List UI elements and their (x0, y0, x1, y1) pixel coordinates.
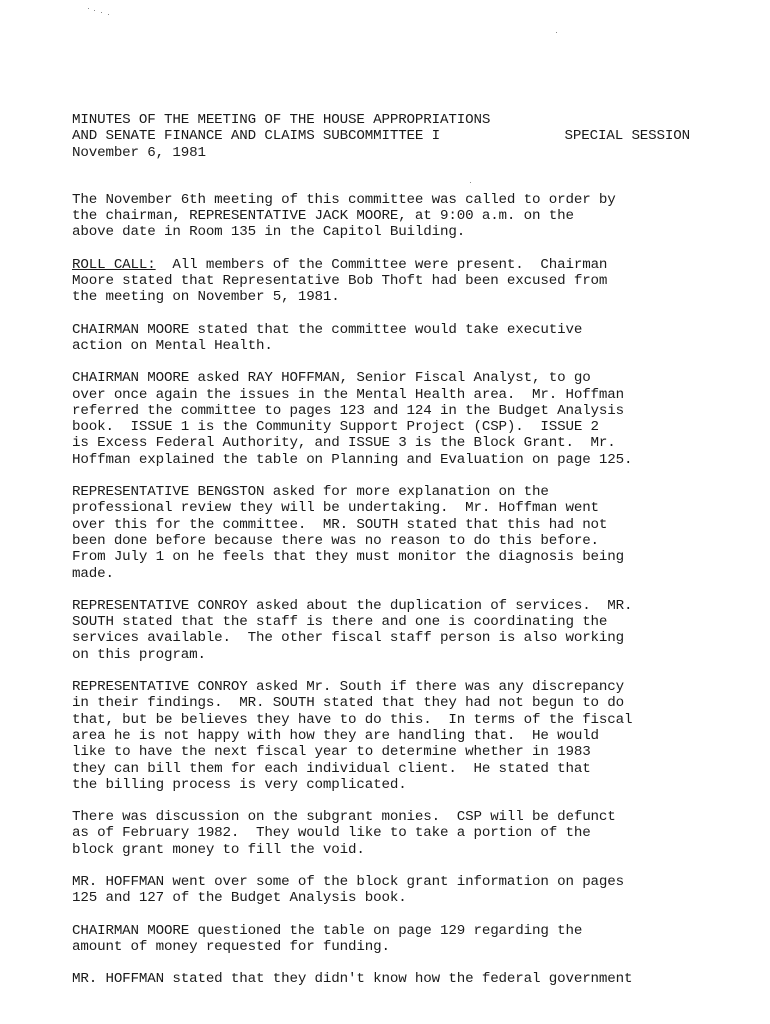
paragraph-roll-call (72, 257, 732, 306)
text-line: CHAIRMAN MOORE stated that the committee would take executive (72, 321, 583, 338)
text-line: on this program. (72, 646, 206, 663)
text-line: as of February 1982. They would like to take a portion of the (72, 825, 591, 842)
roll-call-heading: ROLL CALL: (72, 256, 156, 273)
text-line: Moore stated that Representative Bob Thoft had been excused from (72, 273, 608, 290)
text-line: over this for the committee. MR. SOUTH stated that this had not (72, 516, 608, 533)
document-header (72, 112, 732, 161)
text-line: services available. The other fiscal staff person is also working (72, 630, 625, 647)
header-subcommittee-line (72, 128, 690, 144)
paragraph-table-question (72, 923, 732, 956)
text-line: like to have the next fiscal year to determine whether in 1983 (72, 744, 591, 761)
text-line: block grant money to fill the void. (72, 841, 365, 858)
minutes-document (72, 112, 732, 1003)
text-line: above date in Room 135 in the Capitol Building. (72, 224, 466, 241)
paragraph-federal-government (72, 971, 732, 987)
text-line: professional review they will be undertaking. Mr. Hoffman went (72, 500, 599, 517)
text-line: the meeting on November 5, 1981. (72, 289, 340, 306)
text-line: been done before because there was no reason to do this before. (72, 532, 599, 549)
text-line: action on Mental Health. (72, 337, 273, 354)
text-line: the billing process is very complicated. (72, 776, 407, 793)
paragraph-hoffman-issues (72, 370, 732, 468)
text-line: REPRESENTATIVE BENGSTON asked for more explanation on the (72, 484, 549, 501)
text-line: REPRESENTATIVE CONROY asked Mr. South if there was any discrepancy (72, 679, 625, 696)
header-session-type: SPECIAL SESSION (564, 128, 690, 145)
paragraph-conroy-discrepancy (72, 679, 732, 793)
header-title-line: MINUTES OF THE MEETING OF THE HOUSE APPROPRIATIONS (72, 112, 491, 128)
text-line: SOUTH stated that the staff is there and one is coordinating the (72, 614, 608, 631)
text-line: over once again the issues in the Mental Health area. Mr. Hoffman (72, 386, 625, 403)
text-line: is Excess Federal Authority, and ISSUE 3 is the Block Grant. Mr. (72, 435, 616, 452)
paragraph-call-to-order (72, 192, 732, 241)
text-line: that, but be believes they have to do this. In terms of the fiscal (72, 711, 633, 728)
paragraph-executive-action (72, 322, 732, 355)
text-line: they can bill them for each individual client. He stated that (72, 760, 591, 777)
text-line: From July 1 on he feels that they must monitor the diagnosis being (72, 549, 625, 566)
paragraph-bengston-review (72, 484, 732, 582)
text-line: MR. HOFFMAN went over some of the block grant information on pages (72, 873, 625, 890)
text-line: MR. HOFFMAN stated that they didn't know how the federal government (72, 971, 633, 988)
text-line: amount of money requested for funding. (72, 938, 390, 955)
text-line: made. (72, 565, 114, 582)
paragraph-conroy-duplication (72, 598, 732, 663)
text-line: referred the committee to pages 123 and 124 in the Budget Analysis (72, 402, 625, 419)
text-line: the chairman, REPRESENTATIVE JACK MOORE, at 9:00 a.m. on the (72, 208, 574, 225)
text-line: Hoffman explained the table on Planning and Evaluation on page 125. (72, 451, 633, 468)
text-line: area he is not happy with how they are handling that. He would (72, 727, 599, 744)
text-line: There was discussion on the subgrant monies. CSP will be defunct (72, 809, 616, 826)
text-line: CHAIRMAN MOORE asked RAY HOFFMAN, Senior Fiscal Analyst, to go (72, 370, 591, 387)
header-subcommittee: AND SENATE FINANCE AND CLAIMS SUBCOMMITTEE I (72, 128, 441, 145)
text-line: REPRESENTATIVE CONROY asked about the duplication of services. MR. (72, 597, 633, 614)
paragraph-block-grant (72, 874, 732, 907)
text-line-roll-call (72, 257, 732, 273)
text-line: in their findings. MR. SOUTH stated that they had not begun to do (72, 695, 625, 712)
text-line: book. ISSUE 1 is the Community Support Project (CSP). ISSUE 2 (72, 419, 599, 436)
text-line: 125 and 127 of the Budget Analysis book. (72, 890, 407, 907)
roll-call-text: All members of the Committee were present. Chairman (155, 256, 608, 273)
text-line: The November 6th meeting of this committee was called to order by (72, 191, 616, 208)
text-line: CHAIRMAN MOORE questioned the table on page 129 regarding the (72, 922, 583, 939)
header-date: November 6, 1981 (72, 144, 206, 161)
paragraph-subgrant (72, 809, 732, 858)
